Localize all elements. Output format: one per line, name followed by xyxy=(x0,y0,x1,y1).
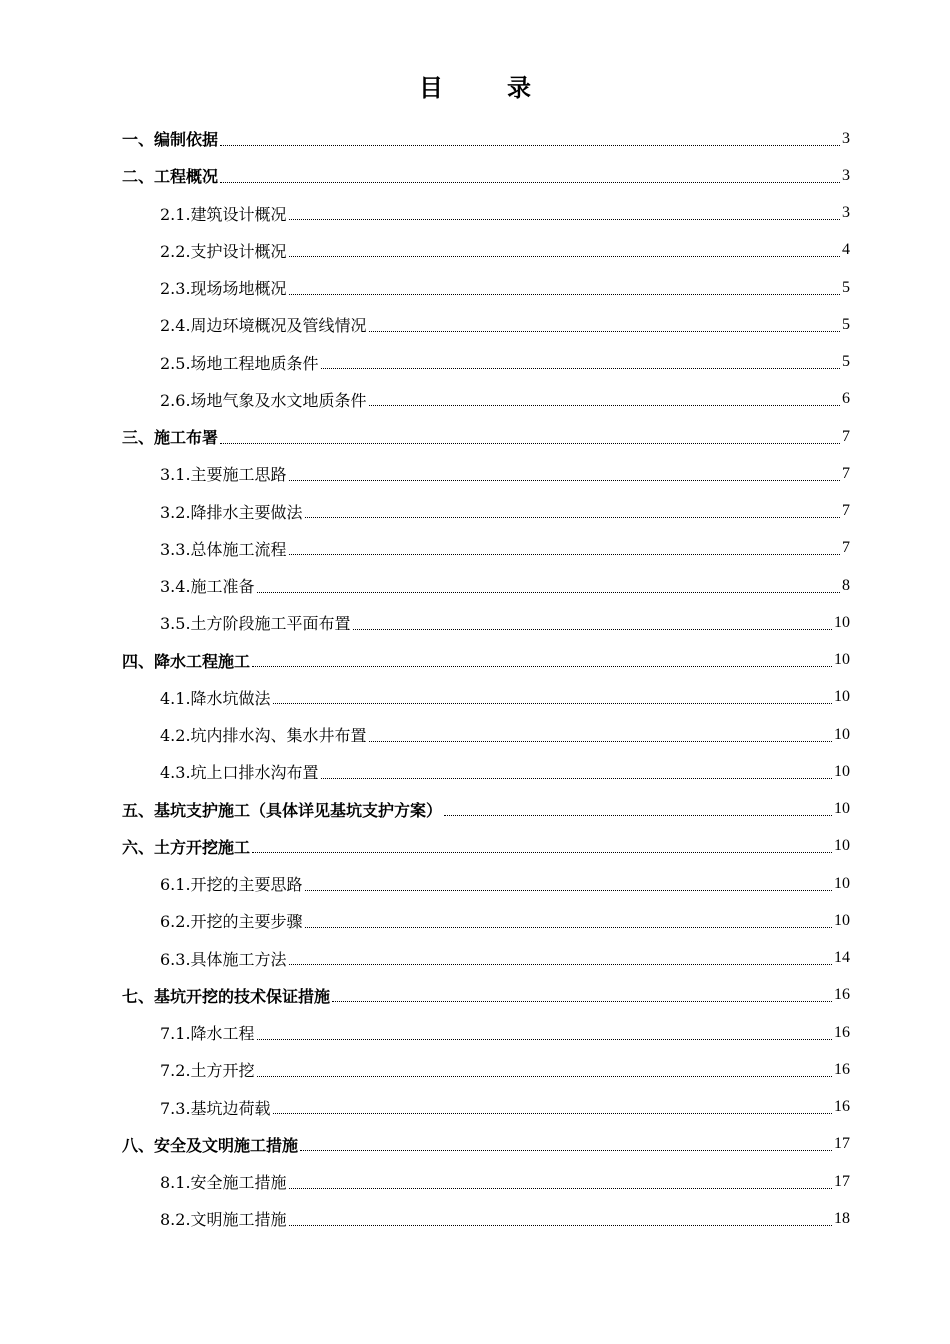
toc-entry-text: 3.1.主要施工思路 xyxy=(160,465,287,485)
toc-subsection-entry[interactable] xyxy=(0,344,950,381)
toc-dot-leader xyxy=(289,218,840,220)
toc-dot-leader xyxy=(289,479,840,481)
toc-page-number: 10 xyxy=(834,688,850,706)
toc-subsection-entry[interactable] xyxy=(0,269,950,306)
toc-page-number: 8 xyxy=(842,576,850,594)
toc-page-number: 10 xyxy=(834,874,850,892)
toc-page-number: 4 xyxy=(842,241,850,259)
toc-entry-text: 七、基坑开挖的技术保证措施 xyxy=(122,986,331,1006)
toc-subsection-entry[interactable] xyxy=(0,567,950,604)
toc-entry-text: 三、施工布署 xyxy=(122,428,219,448)
toc-dot-leader xyxy=(369,740,832,742)
toc-page-number: 7 xyxy=(842,502,850,520)
toc-page-number: 3 xyxy=(842,204,850,222)
toc-subsection-entry[interactable] xyxy=(0,1014,950,1051)
toc-subsection-entry[interactable] xyxy=(0,306,950,343)
toc-page-number: 6 xyxy=(842,390,850,408)
toc-page-number: 10 xyxy=(834,800,850,818)
toc-entry-text: 4.2.坑内排水沟、集水井布置 xyxy=(160,726,367,746)
toc-entry-text: 4.3.坑上口排水沟布置 xyxy=(160,763,319,783)
table-of-contents xyxy=(0,120,950,1238)
toc-dot-leader xyxy=(220,144,840,146)
toc-subsection-entry[interactable] xyxy=(0,530,950,567)
toc-dot-leader xyxy=(289,293,840,295)
toc-entry-text: 3.4.施工准备 xyxy=(160,577,255,597)
toc-section-entry[interactable] xyxy=(0,120,950,157)
toc-entry-text: 2.2.支护设计概况 xyxy=(160,241,287,261)
toc-section-entry[interactable] xyxy=(0,791,950,828)
toc-entry-text: 4.1.降水坑做法 xyxy=(160,688,271,708)
toc-dot-leader xyxy=(289,1224,832,1226)
toc-page-number: 16 xyxy=(834,1023,850,1041)
toc-section-entry[interactable] xyxy=(0,157,950,194)
toc-entry-text: 8.2.文明施工措施 xyxy=(160,1210,287,1230)
toc-page-number: 17 xyxy=(834,1135,850,1153)
toc-subsection-entry[interactable] xyxy=(0,902,950,939)
toc-entry-text: 二、工程概况 xyxy=(122,167,219,187)
toc-entry-text: 2.5.场地工程地质条件 xyxy=(160,353,319,373)
title-char-1: 目 xyxy=(419,74,443,102)
toc-entry-text: 3.5.土方阶段施工平面布置 xyxy=(160,614,351,634)
toc-dot-leader xyxy=(257,591,840,593)
toc-entry-text: 一、编制依据 xyxy=(122,130,219,150)
toc-dot-leader xyxy=(273,1112,832,1114)
toc-page-number: 17 xyxy=(834,1172,850,1190)
toc-page-number: 10 xyxy=(834,911,850,929)
toc-dot-leader xyxy=(257,1075,832,1077)
toc-subsection-entry[interactable] xyxy=(0,865,950,902)
toc-subsection-entry[interactable] xyxy=(0,604,950,641)
toc-dot-leader xyxy=(305,926,832,928)
toc-page-number: 16 xyxy=(834,986,850,1004)
toc-page-number: 10 xyxy=(834,762,850,780)
toc-entry-text: 2.1.建筑设计概况 xyxy=(160,204,287,224)
toc-section-entry[interactable] xyxy=(0,418,950,455)
toc-dot-leader xyxy=(273,702,832,704)
toc-subsection-entry[interactable] xyxy=(0,493,950,530)
toc-section-entry[interactable] xyxy=(0,977,950,1014)
toc-dot-leader xyxy=(289,963,832,965)
toc-page-number: 10 xyxy=(834,651,850,669)
toc-subsection-entry[interactable] xyxy=(0,679,950,716)
toc-subsection-entry[interactable] xyxy=(0,1051,950,1088)
toc-section-entry[interactable] xyxy=(0,828,950,865)
toc-dot-leader xyxy=(444,814,832,816)
toc-entry-text: 8.1.安全施工措施 xyxy=(160,1173,287,1193)
toc-entry-text: 7.3.基坑边荷载 xyxy=(160,1098,271,1118)
toc-page-number: 10 xyxy=(834,613,850,631)
toc-dot-leader xyxy=(369,404,840,406)
toc-page-number: 3 xyxy=(842,166,850,184)
toc-subsection-entry[interactable] xyxy=(0,716,950,753)
toc-dot-leader xyxy=(321,367,840,369)
toc-dot-leader xyxy=(220,442,840,444)
toc-page-number: 14 xyxy=(834,949,850,967)
toc-dot-leader xyxy=(332,1000,832,1002)
toc-subsection-entry[interactable] xyxy=(0,1200,950,1237)
toc-subsection-entry[interactable] xyxy=(0,753,950,790)
toc-entry-text: 2.4.周边环境概况及管线情况 xyxy=(160,316,367,336)
toc-entry-text: 6.3.具体施工方法 xyxy=(160,949,287,969)
toc-dot-leader xyxy=(321,777,832,779)
toc-page-number: 16 xyxy=(834,1060,850,1078)
toc-dot-leader xyxy=(353,628,832,630)
toc-entry-text: 3.2.降排水主要做法 xyxy=(160,502,303,522)
toc-section-entry[interactable] xyxy=(0,1126,950,1163)
toc-entry-text: 3.3.总体施工流程 xyxy=(160,539,287,559)
toc-page-number: 5 xyxy=(842,315,850,333)
toc-entry-text: 八、安全及文明施工措施 xyxy=(122,1135,299,1155)
toc-dot-leader xyxy=(257,1038,832,1040)
toc-dot-leader xyxy=(305,889,832,891)
toc-subsection-entry[interactable] xyxy=(0,1089,950,1126)
toc-dot-leader xyxy=(305,516,840,518)
toc-subsection-entry[interactable] xyxy=(0,232,950,269)
toc-page-number: 7 xyxy=(842,427,850,445)
toc-subsection-entry[interactable] xyxy=(0,195,950,232)
toc-page-number: 16 xyxy=(834,1098,850,1116)
toc-page-number: 3 xyxy=(842,129,850,147)
toc-entry-text: 2.3.现场场地概况 xyxy=(160,279,287,299)
toc-entry-text: 六、土方开挖施工 xyxy=(122,837,251,857)
toc-section-entry[interactable] xyxy=(0,642,950,679)
toc-entry-text: 6.2.开挖的主要步骤 xyxy=(160,912,303,932)
toc-page-number: 5 xyxy=(842,278,850,296)
toc-dot-leader xyxy=(289,1187,832,1189)
toc-entry-text: 6.1.开挖的主要思路 xyxy=(160,875,303,895)
toc-page-number: 7 xyxy=(842,539,850,557)
toc-entry-text: 7.2.土方开挖 xyxy=(160,1061,255,1081)
toc-page-number: 10 xyxy=(834,837,850,855)
toc-subsection-entry[interactable] xyxy=(0,381,950,418)
toc-dot-leader xyxy=(289,255,840,257)
toc-subsection-entry[interactable] xyxy=(0,940,950,977)
toc-subsection-entry[interactable] xyxy=(0,1163,950,1200)
toc-dot-leader xyxy=(300,1149,832,1151)
toc-entry-text: 2.6.场地气象及水文地质条件 xyxy=(160,390,367,410)
toc-page-number: 5 xyxy=(842,353,850,371)
toc-dot-leader xyxy=(252,851,832,853)
toc-dot-leader xyxy=(369,330,840,332)
title-char-2: 录 xyxy=(507,74,531,102)
page-title xyxy=(0,72,950,104)
toc-dot-leader xyxy=(289,553,840,555)
toc-dot-leader xyxy=(252,665,832,667)
toc-subsection-entry[interactable] xyxy=(0,455,950,492)
toc-page-number: 10 xyxy=(834,725,850,743)
toc-entry-text: 五、基坑支护施工（具体详见基坑支护方案） xyxy=(122,800,443,820)
toc-entry-text: 7.1.降水工程 xyxy=(160,1024,255,1044)
toc-entry-text: 四、降水工程施工 xyxy=(122,651,251,671)
toc-dot-leader xyxy=(220,181,840,183)
toc-page-number: 7 xyxy=(842,464,850,482)
toc-page-number: 18 xyxy=(834,1209,850,1227)
